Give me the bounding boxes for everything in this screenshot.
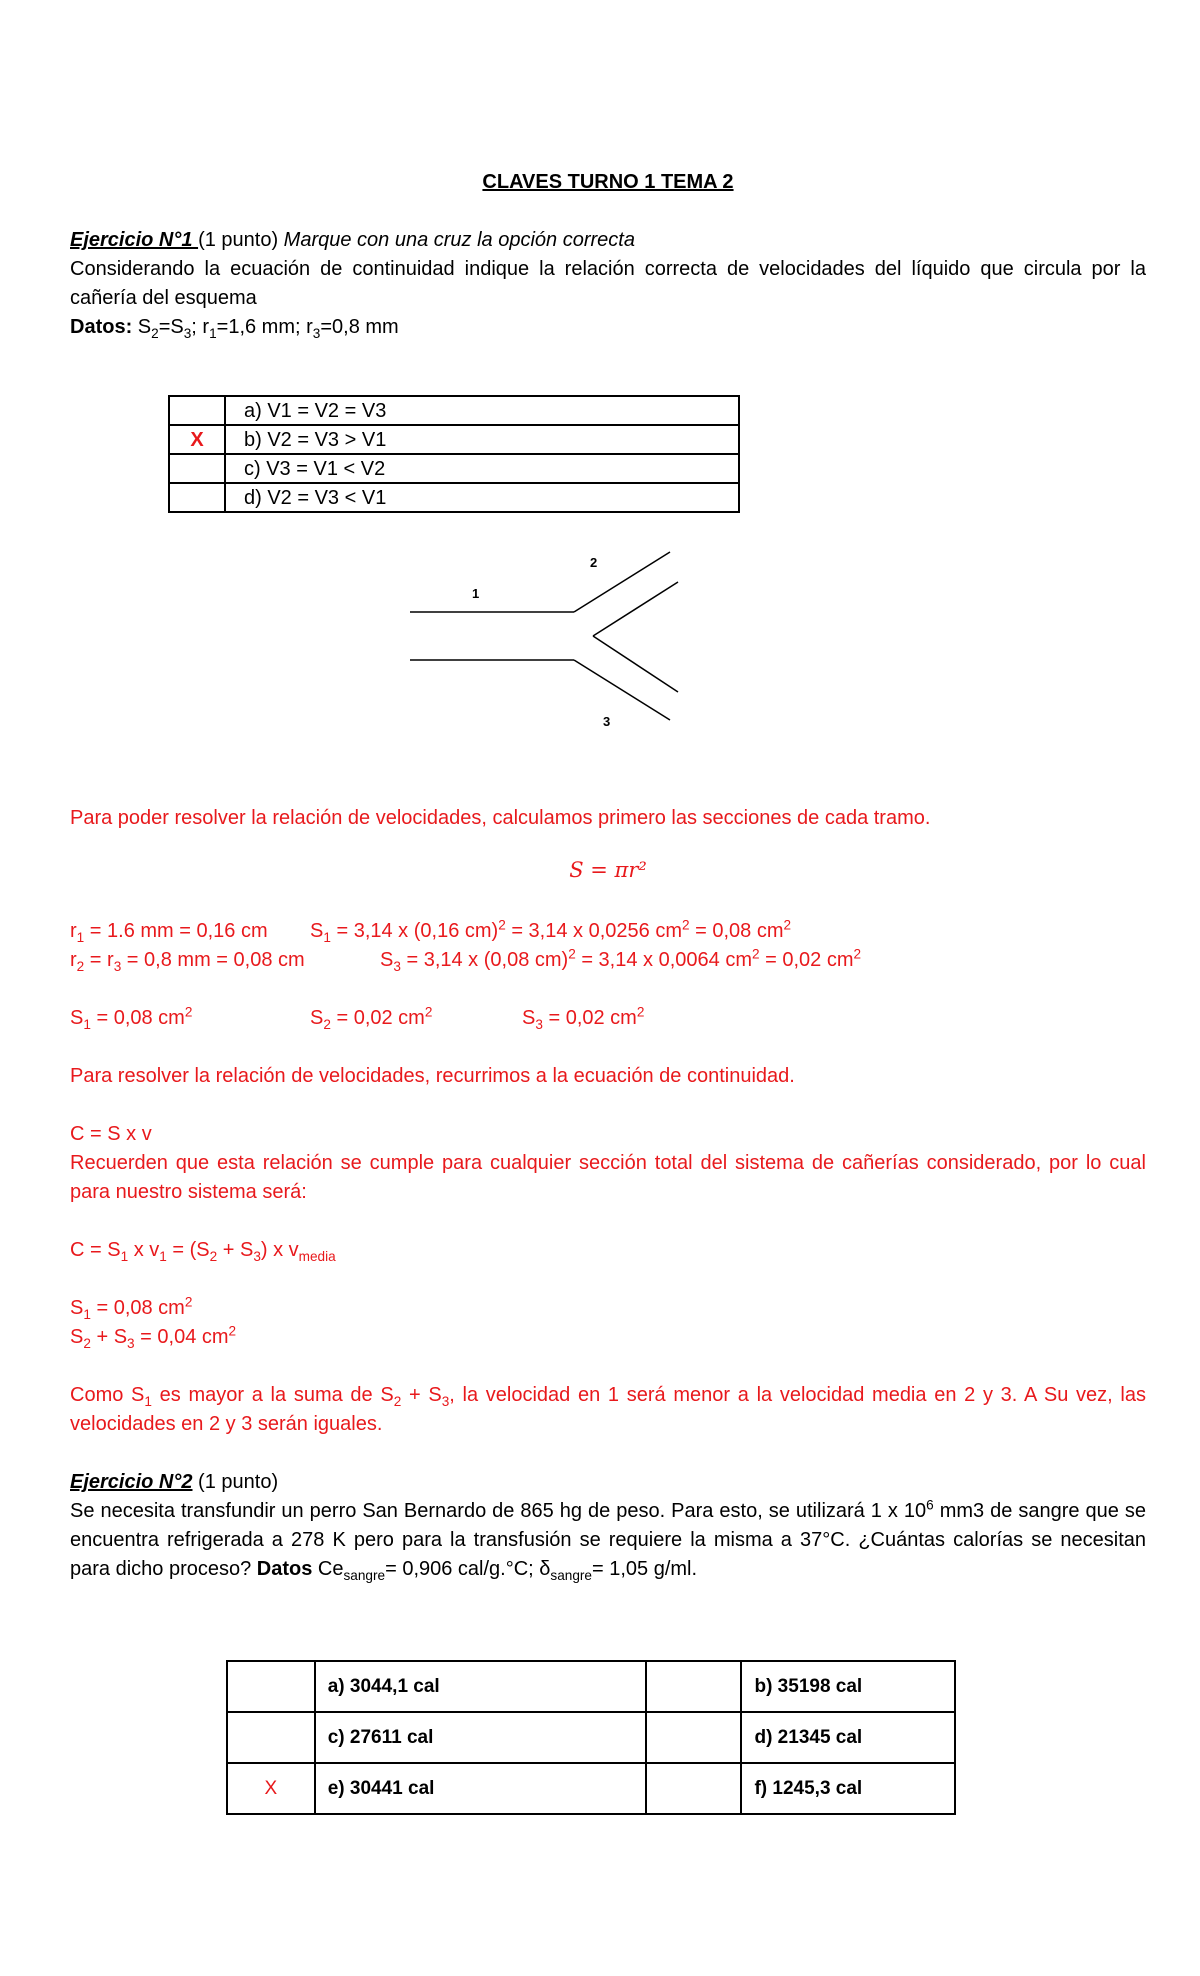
solution-intro: Para poder resolver la relación de velocidades, calculamos primero las secciones de cada tramo.	[70, 807, 931, 829]
option-mark[interactable]	[646, 1712, 742, 1763]
option-mark[interactable]	[646, 1661, 742, 1712]
datos-label: Datos:	[70, 316, 133, 338]
option-mark[interactable]	[646, 1763, 742, 1814]
s1-calculation: $S_1 = 3,14$ x (0,16 cm)$^2$ = 3,14 x 0,0256 $cm^2 = 0,08$ $cm^2$	[310, 917, 792, 945]
s1-again: $S_1 = 0,08$ $cm^2$	[70, 1294, 193, 1322]
r2-r3-value: $r_2 = r_3 = 0,8$ mm = 0,08 cm	[70, 949, 305, 974]
pipe-diagram	[410, 540, 710, 740]
option-row[interactable]	[169, 396, 739, 425]
continuity-intro: Para resolver la relación de velocidades, recurrimos a la ecuación de continuidad.	[70, 1065, 795, 1087]
option-row	[227, 1661, 955, 1712]
option-text: e) 30441 cal	[315, 1763, 646, 1814]
option-row[interactable]	[169, 483, 739, 512]
pipe-3-inner-wall	[593, 636, 678, 692]
s1-result: $S_1 = 0,08$ $cm^2$	[70, 1004, 193, 1032]
option-mark[interactable]	[227, 1712, 315, 1763]
pipe-label-3: 3	[603, 714, 611, 729]
option-text: b) V2 = V3 > V1	[225, 425, 739, 454]
exercise-1-datos	[70, 313, 1146, 342]
s2-plus-s3: $S_2 + S_3 = 0,04$ $cm^2$	[70, 1323, 237, 1351]
pipe-label-2: 2	[590, 555, 598, 570]
option-row[interactable]	[169, 454, 739, 483]
option-mark	[169, 396, 225, 425]
continuity-remark: Recuerden que esta relación se cumple para cualquier sección total del sistema de cañerías considerado, por lo cual para nuestro sistema será:	[70, 1152, 1146, 1203]
continuity-full-equation: $C = S_1$ x $v_1 = (S_2 + S_3)$ x $v_{media}$	[70, 1239, 336, 1264]
continuity-equation: C = S x v	[70, 1123, 152, 1145]
pipe-2-outer-wall	[574, 552, 670, 612]
exercise-2-options-table	[226, 1660, 956, 1815]
s3-result: $S_3 = 0,02$ $cm^2$	[522, 1004, 645, 1032]
option-text: c) 27611 cal	[315, 1712, 646, 1763]
exercise-1-instruction: Marque con una cruz la opción correcta	[283, 229, 635, 251]
s3-calculation: $S_3 = 3,14$ x (0,08 cm)$^2$ = 3,14 x 0,0064 $cm^2 = 0,02$ $cm^2$	[380, 946, 862, 974]
option-text: f) 1245,3 cal	[741, 1763, 955, 1814]
option-mark	[169, 483, 225, 512]
page-title: CLAVES TURNO 1 TEMA 2	[482, 171, 734, 193]
solution-conclusion: Como $S_1$ es mayor a la suma de $S_2 + S_3$, la velocidad en 1 será menor a la velocidad media en 2 y 3. A Su vez, las velocidades en 2 y 3 serán iguales.	[70, 1384, 1146, 1435]
s2-result: $S_2 = 0,02$ $cm^2$	[310, 1004, 433, 1032]
exercise-1-heading: Ejercicio N°1	[70, 229, 199, 251]
pipe-label-1: 1	[472, 586, 480, 601]
exercise-1-header	[70, 226, 1146, 255]
datos-values: $S_2=S_3$; $r_1=1,6$ mm; $r_3=0,8$ mm	[137, 316, 399, 341]
option-text: a) 3044,1 cal	[315, 1661, 646, 1712]
exercise-1-points: (1 punto)	[198, 229, 284, 251]
exercise-1-options-table	[168, 395, 740, 513]
pipe-2-inner-wall	[593, 582, 678, 636]
option-mark[interactable]	[227, 1661, 315, 1712]
exercise-2-statement: Se necesita transfundir un perro San Bernardo de 865 hg de peso. Para esto, se utilizará 1 x $10^6$ mm3 de sangre que se encuentra refrigerada a 278 K pero para la transfusión se requiere la misma a 37°C. ¿Cuántas calorías se necesitan para dicho proceso? Datos $Ce_{sangre}= 0,906$ cal/g.°C; $\delta_{sangre}= 1,05$ g/ml.	[70, 1497, 1146, 1583]
option-text: d) V2 = V3 < V1	[225, 483, 739, 512]
option-row	[227, 1712, 955, 1763]
exercise-2-header	[70, 1468, 1146, 1497]
option-mark: X	[169, 425, 225, 454]
option-text: c) V3 = V1 < V2	[225, 454, 739, 483]
r1-value: $r_1 = 1.6$ mm = 0,16 cm	[70, 920, 268, 945]
option-text: a) V1 = V2 = V3	[225, 396, 739, 425]
option-mark[interactable]: X	[227, 1763, 315, 1814]
option-text: d) 21345 cal	[741, 1712, 955, 1763]
option-mark	[169, 454, 225, 483]
exercise-2-points: (1 punto)	[192, 1471, 279, 1493]
pipe-3-outer-wall	[574, 660, 670, 720]
option-row[interactable]	[169, 425, 739, 454]
exercise-2-heading: Ejercicio N°2	[70, 1471, 193, 1493]
option-text: b) 35198 cal	[741, 1661, 955, 1712]
area-formula: S = πr²	[569, 858, 647, 882]
option-row	[227, 1763, 955, 1814]
datos-label: Datos	[256, 1558, 313, 1580]
exercise-1-statement: Considerando la ecuación de continuidad indique la relación correcta de velocidades del líquido que circula por la cañería del esquema	[70, 258, 1146, 309]
